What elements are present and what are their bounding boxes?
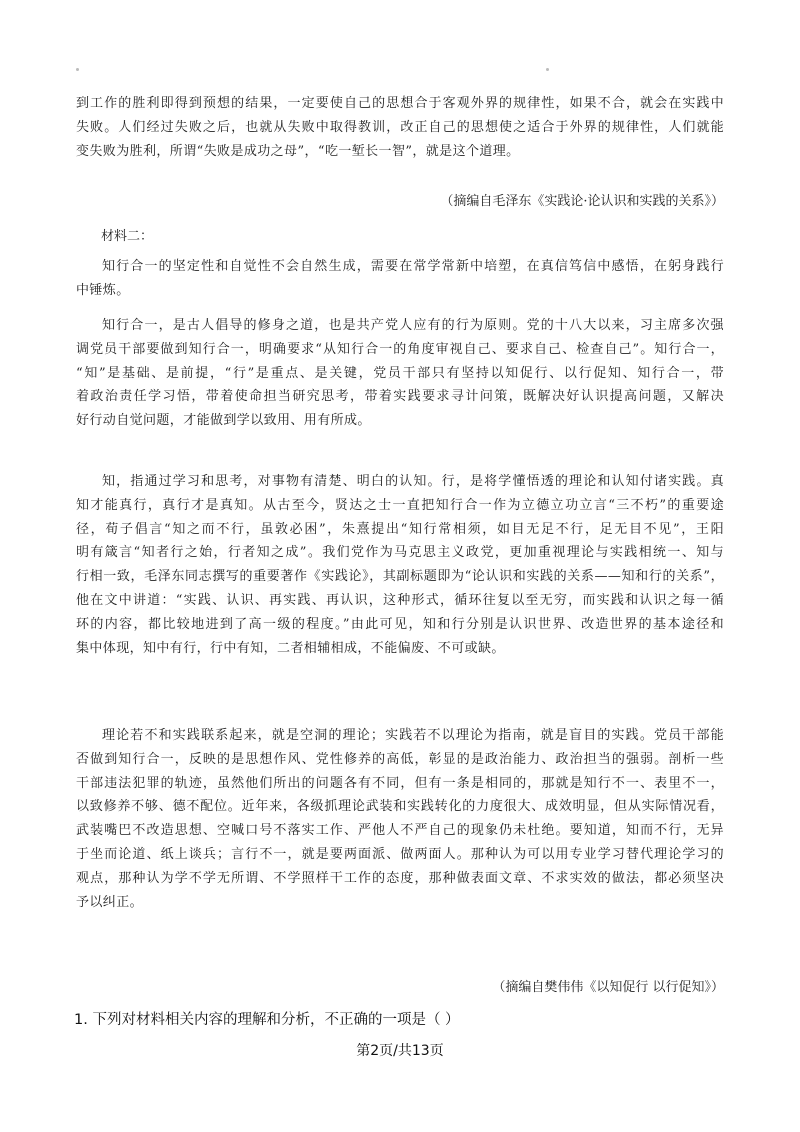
text-line: 他在文中讲道：“实践、认识、再实践、再认识，这种形式，循环往复以至无穷，而实践和认识之每一循 [76,592,724,608]
scan-dot-right [546,68,549,71]
text-line: 中锤炼。 [76,282,130,298]
source-citation-1: （摘编自毛泽东《实践论·论认识和实践的关系》） [440,194,724,209]
text-line: 明有箴言“知者行之始，行者知之成”。我们党作为马克思主义政党，更加重视理论与实践相统一、知与 [76,545,724,561]
text-line: 环的内容，都比较地进到了高一级的程度。”由此可见，知和行分别是认识世界、改造世界的基本途径和 [76,616,724,632]
source-citation-2: （摘编自樊伟伟《以知促行 以行促知》） [492,980,724,995]
text-line: 调党员干部要做到知行合一，明确要求“从知行合一的角度审视自己、要求自己、检查自己”。知行合一， [76,341,724,357]
text-line: 以致修养不够、德不配位。近年来，各级抓理论武装和实践转化的力度很大、成效明显，但从实际情况看， [76,799,724,815]
paragraph-4 [76,470,724,660]
text-line: 变失败为胜利，所谓“失败是成功之母”，“吃一堑长一智”，就是这个道理。 [76,143,520,159]
paragraph-continued [76,92,724,163]
text-line: 着政治责任学习悟，带着使命担当研究思考，带着实践要求寻计问策，既解决好认识提高问题，又解决 [76,389,724,405]
text-line: 干部违法犯罪的轨迹，虽然他们所出的问题各有不同，但有一条是相同的，那就是知行不一、表里不一， [76,775,724,791]
paragraph-3 [76,314,724,433]
text-line: 行相一致，毛泽东同志撰写的重要著作《实践论》，其副标题即为“论认识和实践的关系——知和行的关系”， [76,569,724,585]
text-line: 知才能真行，真行才是真知。从古至今，贤达之士一直把知行合一作为立德立功立言“三不朽”的重要途 [76,497,724,513]
text-line: 好行动自觉问题，才能做到学以致用、用有所成。 [76,413,371,429]
text-line: “知”是基础、是前提，“行”是重点、是关键，党员干部只有坚持以知促行、以行促知、知行合一，带 [76,365,724,381]
text-line: 观点，那种认为学不学无所谓、不学照样干工作的态度，那种做表面文章、不求实效的做法，都必须坚决 [76,870,724,886]
text-line: 否做到知行合一，反映的是思想作风、党性修养的高低，彰显的是政治能力、政治担当的强弱。剖析一些 [76,751,724,767]
text-line: 失败。人们经过失败之后，也就从失败中取得教训，改正自己的思想使之适合于外界的规律性，人们就能 [76,119,724,135]
material-2-heading: 材料二： [101,229,154,244]
paragraph-5 [76,724,724,914]
scan-dot-left [76,68,79,71]
text-line: 武装嘴巴不改造思想、空喊口号不落实工作、严他人不严自己的现象仍未杜绝。要知道，知而不行，无异 [76,823,724,839]
text-line: 予以纠正。 [76,894,144,910]
text-line: 知行合一的坚定性和自觉性不会自然生成，需要在常学常新中培塑，在真信笃信中感悟，在躬身践行 [102,259,724,274]
text-line: 知，指通过学习和思考，对事物有清楚、明白的认知。行，是将学懂悟透的理论和认知付诸实践。真 [102,474,724,489]
text-line: 理论若不和实践联系起来，就是空洞的理论；实践若不以理论为指南，就是盲目的实践。党员干部能 [102,728,724,743]
page-footer: 第2页/共13页 [356,1043,444,1059]
text-line: 知行合一，是古人倡导的修身之道，也是共产党人应有的行为原则。党的十八大以来，习主席多次强 [102,318,724,333]
text-line: 于坐而论道、纸上谈兵；言行不一，就是要两面派、做两面人。那种认为可以用专业学习替代理论学习的 [76,846,724,862]
question-1: 1. 下列对材料相关内容的理解和分析，不正确的一项是（ ） [74,1012,460,1028]
text-line: 径，荀子倡言“知之而不行，虽敦必困”，朱熹提出“知行常相须，如目无足不行，足无目不见”，王阳 [76,521,724,537]
paragraph-2 [76,255,724,303]
text-line: 到工作的胜利即得到预想的结果，一定要使自己的思想合于客观外界的规律性，如果不合，就会在实践中 [76,96,724,111]
text-line: 集中体现，知中有行，行中有知，二者相辅相成，不能偏废、不可或缺。 [76,640,505,656]
